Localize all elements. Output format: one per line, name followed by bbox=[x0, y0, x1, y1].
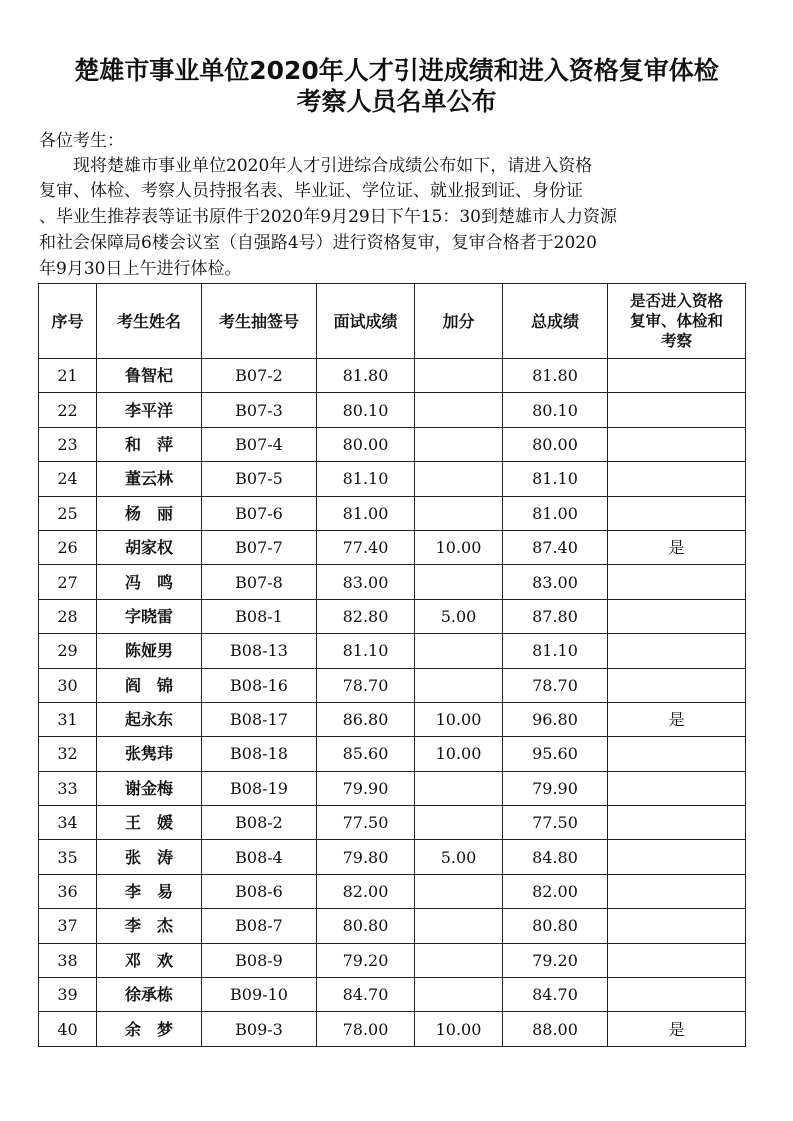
header-name: 考生姓名 bbox=[97, 284, 202, 359]
cell-qualified bbox=[608, 359, 746, 393]
cell-qualified bbox=[608, 634, 746, 668]
header-interview-score: 面试成绩 bbox=[317, 284, 415, 359]
cell-name: 张 涛 bbox=[97, 840, 202, 874]
table-row bbox=[39, 943, 746, 977]
table-row bbox=[39, 530, 746, 564]
cell-name: 李 易 bbox=[97, 874, 202, 908]
cell-seq: 37 bbox=[39, 909, 97, 943]
cell-seq: 35 bbox=[39, 840, 97, 874]
cell-seq: 30 bbox=[39, 668, 97, 702]
cell-name: 徐承栋 bbox=[97, 978, 202, 1012]
table-row bbox=[39, 840, 746, 874]
cell-name: 李 杰 bbox=[97, 909, 202, 943]
cell-name: 阎 锦 bbox=[97, 668, 202, 702]
cell-qualified bbox=[608, 909, 746, 943]
cell-interview-score: 85.60 bbox=[317, 737, 415, 771]
header-qualified bbox=[608, 284, 746, 359]
cell-total-score: 84.80 bbox=[503, 840, 608, 874]
cell-interview-score: 78.70 bbox=[317, 668, 415, 702]
cell-draw-number: B08-6 bbox=[202, 874, 317, 908]
cell-seq: 31 bbox=[39, 702, 97, 736]
cell-interview-score: 80.10 bbox=[317, 393, 415, 427]
table-row bbox=[39, 771, 746, 805]
cell-total-score: 78.70 bbox=[503, 668, 608, 702]
cell-bonus bbox=[415, 874, 503, 908]
paragraph-line-1: 现将楚雄市事业单位2020年人才引进综合成绩公布如下，请进入资格 bbox=[73, 156, 593, 176]
cell-interview-score: 80.00 bbox=[317, 427, 415, 461]
cell-name: 胡家权 bbox=[97, 530, 202, 564]
table-header-row bbox=[39, 284, 746, 359]
cell-bonus: 10.00 bbox=[415, 530, 503, 564]
cell-interview-score: 79.20 bbox=[317, 943, 415, 977]
table-row bbox=[39, 874, 746, 908]
cell-draw-number: B08-19 bbox=[202, 771, 317, 805]
cell-name: 和 萍 bbox=[97, 427, 202, 461]
cell-draw-number: B08-16 bbox=[202, 668, 317, 702]
salutation: 各位考生： bbox=[39, 131, 124, 151]
cell-bonus bbox=[415, 393, 503, 427]
cell-draw-number: B08-17 bbox=[202, 702, 317, 736]
cell-bonus bbox=[415, 771, 503, 805]
cell-interview-score: 81.80 bbox=[317, 359, 415, 393]
header-qualified-line-3: 考察 bbox=[660, 332, 692, 350]
cell-seq: 38 bbox=[39, 943, 97, 977]
cell-seq: 21 bbox=[39, 359, 97, 393]
cell-draw-number: B07-5 bbox=[202, 462, 317, 496]
header-draw-number: 考生抽签号 bbox=[202, 284, 317, 359]
cell-interview-score: 86.80 bbox=[317, 702, 415, 736]
cell-qualified bbox=[608, 668, 746, 702]
cell-seq: 32 bbox=[39, 737, 97, 771]
cell-draw-number: B08-13 bbox=[202, 634, 317, 668]
cell-bonus: 10.00 bbox=[415, 737, 503, 771]
cell-total-score: 81.80 bbox=[503, 359, 608, 393]
header-total-score: 总成绩 bbox=[503, 284, 608, 359]
cell-name: 陈娅男 bbox=[97, 634, 202, 668]
cell-qualified bbox=[608, 393, 746, 427]
cell-bonus bbox=[415, 634, 503, 668]
cell-interview-score: 78.00 bbox=[317, 1012, 415, 1046]
cell-qualified bbox=[608, 874, 746, 908]
cell-bonus: 10.00 bbox=[415, 1012, 503, 1046]
cell-total-score: 81.10 bbox=[503, 462, 608, 496]
cell-interview-score: 77.40 bbox=[317, 530, 415, 564]
header-bonus: 加分 bbox=[415, 284, 503, 359]
cell-bonus bbox=[415, 943, 503, 977]
table-row bbox=[39, 427, 746, 461]
cell-seq: 29 bbox=[39, 634, 97, 668]
cell-name: 李平洋 bbox=[97, 393, 202, 427]
cell-qualified bbox=[608, 737, 746, 771]
table-row bbox=[39, 806, 746, 840]
table-row bbox=[39, 978, 746, 1012]
cell-qualified bbox=[608, 599, 746, 633]
cell-draw-number: B07-8 bbox=[202, 565, 317, 599]
cell-qualified bbox=[608, 978, 746, 1012]
cell-total-score: 80.10 bbox=[503, 393, 608, 427]
cell-name: 起永东 bbox=[97, 702, 202, 736]
cell-qualified bbox=[608, 565, 746, 599]
cell-total-score: 87.40 bbox=[503, 530, 608, 564]
cell-seq: 27 bbox=[39, 565, 97, 599]
cell-qualified bbox=[608, 496, 746, 530]
cell-total-score: 87.80 bbox=[503, 599, 608, 633]
cell-bonus bbox=[415, 668, 503, 702]
cell-seq: 25 bbox=[39, 496, 97, 530]
cell-draw-number: B09-3 bbox=[202, 1012, 317, 1046]
table-row bbox=[39, 737, 746, 771]
cell-seq: 28 bbox=[39, 599, 97, 633]
cell-interview-score: 82.00 bbox=[317, 874, 415, 908]
table-row bbox=[39, 909, 746, 943]
cell-name: 冯 鸣 bbox=[97, 565, 202, 599]
table-row bbox=[39, 565, 746, 599]
cell-qualified bbox=[608, 427, 746, 461]
cell-bonus bbox=[415, 496, 503, 530]
paragraph-line-3: 、毕业生推荐表等证书原件于2020年9月29日下午15：30到楚雄市人力资源 bbox=[39, 207, 617, 227]
cell-bonus: 5.00 bbox=[415, 840, 503, 874]
cell-draw-number: B08-4 bbox=[202, 840, 317, 874]
cell-name: 谢金梅 bbox=[97, 771, 202, 805]
header-qualified-line-2: 复审、体检和 bbox=[629, 312, 723, 330]
cell-interview-score: 81.10 bbox=[317, 634, 415, 668]
cell-total-score: 79.90 bbox=[503, 771, 608, 805]
cell-qualified bbox=[608, 462, 746, 496]
cell-bonus bbox=[415, 909, 503, 943]
cell-interview-score: 81.00 bbox=[317, 496, 415, 530]
cell-seq: 34 bbox=[39, 806, 97, 840]
cell-name: 鲁智杞 bbox=[97, 359, 202, 393]
cell-interview-score: 81.10 bbox=[317, 462, 415, 496]
cell-interview-score: 83.00 bbox=[317, 565, 415, 599]
cell-name: 张隽玮 bbox=[97, 737, 202, 771]
cell-interview-score: 79.80 bbox=[317, 840, 415, 874]
cell-total-score: 95.60 bbox=[503, 737, 608, 771]
cell-bonus bbox=[415, 978, 503, 1012]
cell-draw-number: B07-6 bbox=[202, 496, 317, 530]
cell-bonus bbox=[415, 462, 503, 496]
cell-name: 董云林 bbox=[97, 462, 202, 496]
cell-draw-number: B08-1 bbox=[202, 599, 317, 633]
cell-seq: 24 bbox=[39, 462, 97, 496]
cell-qualified: 是 bbox=[608, 530, 746, 564]
cell-name: 杨 丽 bbox=[97, 496, 202, 530]
cell-bonus bbox=[415, 427, 503, 461]
table-row bbox=[39, 599, 746, 633]
cell-total-score: 83.00 bbox=[503, 565, 608, 599]
cell-bonus bbox=[415, 565, 503, 599]
cell-bonus: 10.00 bbox=[415, 702, 503, 736]
cell-total-score: 96.80 bbox=[503, 702, 608, 736]
cell-draw-number: B08-2 bbox=[202, 806, 317, 840]
cell-total-score: 84.70 bbox=[503, 978, 608, 1012]
cell-name: 字晓雷 bbox=[97, 599, 202, 633]
cell-draw-number: B07-2 bbox=[202, 359, 317, 393]
cell-total-score: 81.00 bbox=[503, 496, 608, 530]
header-seq: 序号 bbox=[39, 284, 97, 359]
document-title-line-2: 考察人员名单公布 bbox=[296, 87, 497, 116]
cell-name: 余 梦 bbox=[97, 1012, 202, 1046]
cell-qualified bbox=[608, 806, 746, 840]
cell-draw-number: B07-3 bbox=[202, 393, 317, 427]
paragraph-line-5: 年9月30日上午进行体检。 bbox=[39, 259, 242, 279]
cell-interview-score: 82.80 bbox=[317, 599, 415, 633]
table-row bbox=[39, 1012, 746, 1046]
table-row bbox=[39, 496, 746, 530]
cell-seq: 22 bbox=[39, 393, 97, 427]
cell-interview-score: 80.80 bbox=[317, 909, 415, 943]
cell-draw-number: B08-7 bbox=[202, 909, 317, 943]
table-body bbox=[39, 359, 746, 1047]
cell-draw-number: B07-7 bbox=[202, 530, 317, 564]
cell-draw-number: B08-9 bbox=[202, 943, 317, 977]
table-row bbox=[39, 668, 746, 702]
cell-seq: 40 bbox=[39, 1012, 97, 1046]
cell-name: 邓 欢 bbox=[97, 943, 202, 977]
cell-seq: 23 bbox=[39, 427, 97, 461]
table-row bbox=[39, 462, 746, 496]
paragraph-line-4: 和社会保障局6楼会议室（自强路4号）进行资格复审，复审合格者于2020 bbox=[39, 233, 597, 253]
header-qualified-line-1: 是否进入资格 bbox=[629, 292, 723, 310]
cell-total-score: 88.00 bbox=[503, 1012, 608, 1046]
cell-interview-score: 84.70 bbox=[317, 978, 415, 1012]
document-title-line-1: 楚雄市事业单位2020年人才引进成绩和进入资格复审体检 bbox=[74, 56, 719, 85]
cell-qualified bbox=[608, 943, 746, 977]
cell-total-score: 82.00 bbox=[503, 874, 608, 908]
cell-bonus bbox=[415, 806, 503, 840]
cell-qualified bbox=[608, 771, 746, 805]
cell-qualified bbox=[608, 840, 746, 874]
cell-total-score: 77.50 bbox=[503, 806, 608, 840]
cell-bonus: 5.00 bbox=[415, 599, 503, 633]
cell-total-score: 79.20 bbox=[503, 943, 608, 977]
table-row bbox=[39, 359, 746, 393]
cell-interview-score: 77.50 bbox=[317, 806, 415, 840]
cell-interview-score: 79.90 bbox=[317, 771, 415, 805]
cell-bonus bbox=[415, 359, 503, 393]
score-table bbox=[38, 283, 746, 1047]
cell-draw-number: B07-4 bbox=[202, 427, 317, 461]
table-row bbox=[39, 702, 746, 736]
cell-draw-number: B09-10 bbox=[202, 978, 317, 1012]
cell-draw-number: B08-18 bbox=[202, 737, 317, 771]
cell-qualified: 是 bbox=[608, 1012, 746, 1046]
cell-seq: 39 bbox=[39, 978, 97, 1012]
cell-seq: 26 bbox=[39, 530, 97, 564]
cell-qualified: 是 bbox=[608, 702, 746, 736]
cell-seq: 36 bbox=[39, 874, 97, 908]
cell-name: 王 媛 bbox=[97, 806, 202, 840]
cell-total-score: 80.80 bbox=[503, 909, 608, 943]
paragraph-line-2: 复审、体检、考察人员持报名表、毕业证、学位证、就业报到证、身份证 bbox=[39, 181, 583, 201]
table-row bbox=[39, 634, 746, 668]
cell-seq: 33 bbox=[39, 771, 97, 805]
table-row bbox=[39, 393, 746, 427]
cell-total-score: 81.10 bbox=[503, 634, 608, 668]
cell-total-score: 80.00 bbox=[503, 427, 608, 461]
